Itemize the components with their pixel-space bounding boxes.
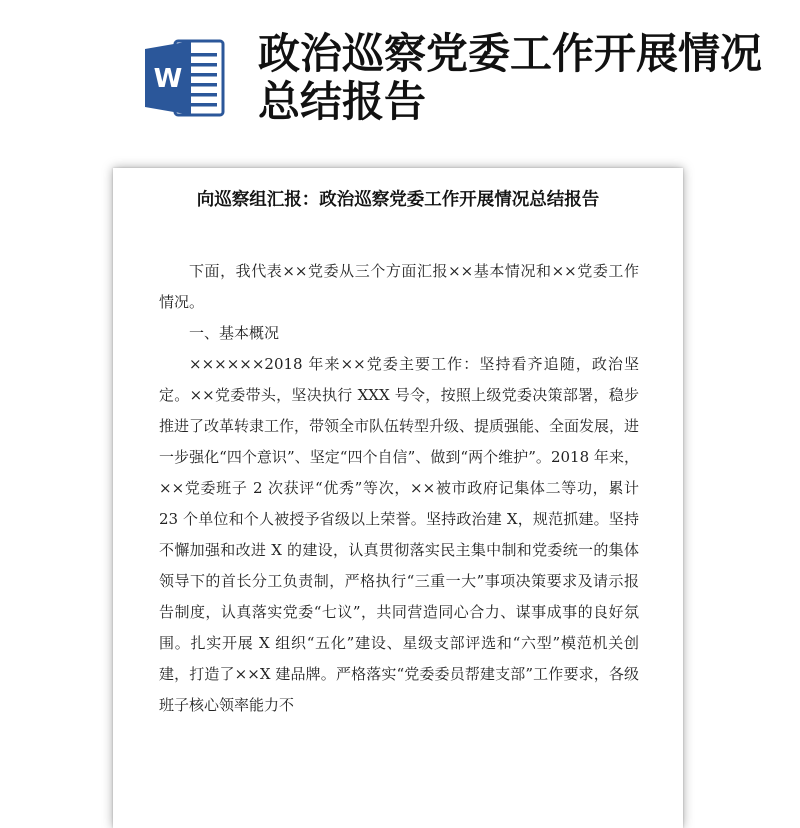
document-page — [113, 168, 683, 828]
word-icon-letter: W — [153, 64, 183, 94]
document-body — [159, 256, 639, 721]
header — [0, 0, 800, 160]
word-document-icon — [145, 36, 229, 120]
section-heading-overview: 一、基本概况 — [189, 324, 280, 342]
header-title: 政治巡察党委工作开展情况总结报告 — [258, 29, 763, 126]
paragraph-intro: 下面，我代表××党委从三个方面汇报××基本情况和××党委工作情况。 — [159, 262, 639, 311]
document-title: 向巡察组汇报：政治巡察党委工作开展情况总结报告 — [196, 190, 600, 210]
paragraph-main: ××××××2018 年来××党委主要工作：坚持看齐追随，政治坚定。××党委带头，坚决执行 XXX 号令，按照上级党委决策部署，稳步推进了改革转隶工作，带领全市队伍转型升级、提质强能、全面发展，进一步强化“四个意识”、坚定“四个自信”、做到“两个维护”。2018 年来，××党委班子 2 次获评“优秀”等次，××被市政府记集体二等功，累计 23 个单位和个人被授予省级以上荣誉。坚持政治建 X，规范抓建。坚持不懈加强和改进 X 的建设，认真贯彻落实民主集中制和党委统一的集体领导下的首长分工负责制，严格执行“三重一大”事项决策要求及请示报告制度，认真落实党委“七议”，共同营造同心合力、谋事成事的良好氛围。扎实开展 X 组织“五化”建设、星级支部评选和“六型”模范机关创建，打造了××X 建品牌。严格落实“党委委员帮建支部”工作要求，各级班子核心领率能力不 — [159, 355, 640, 714]
